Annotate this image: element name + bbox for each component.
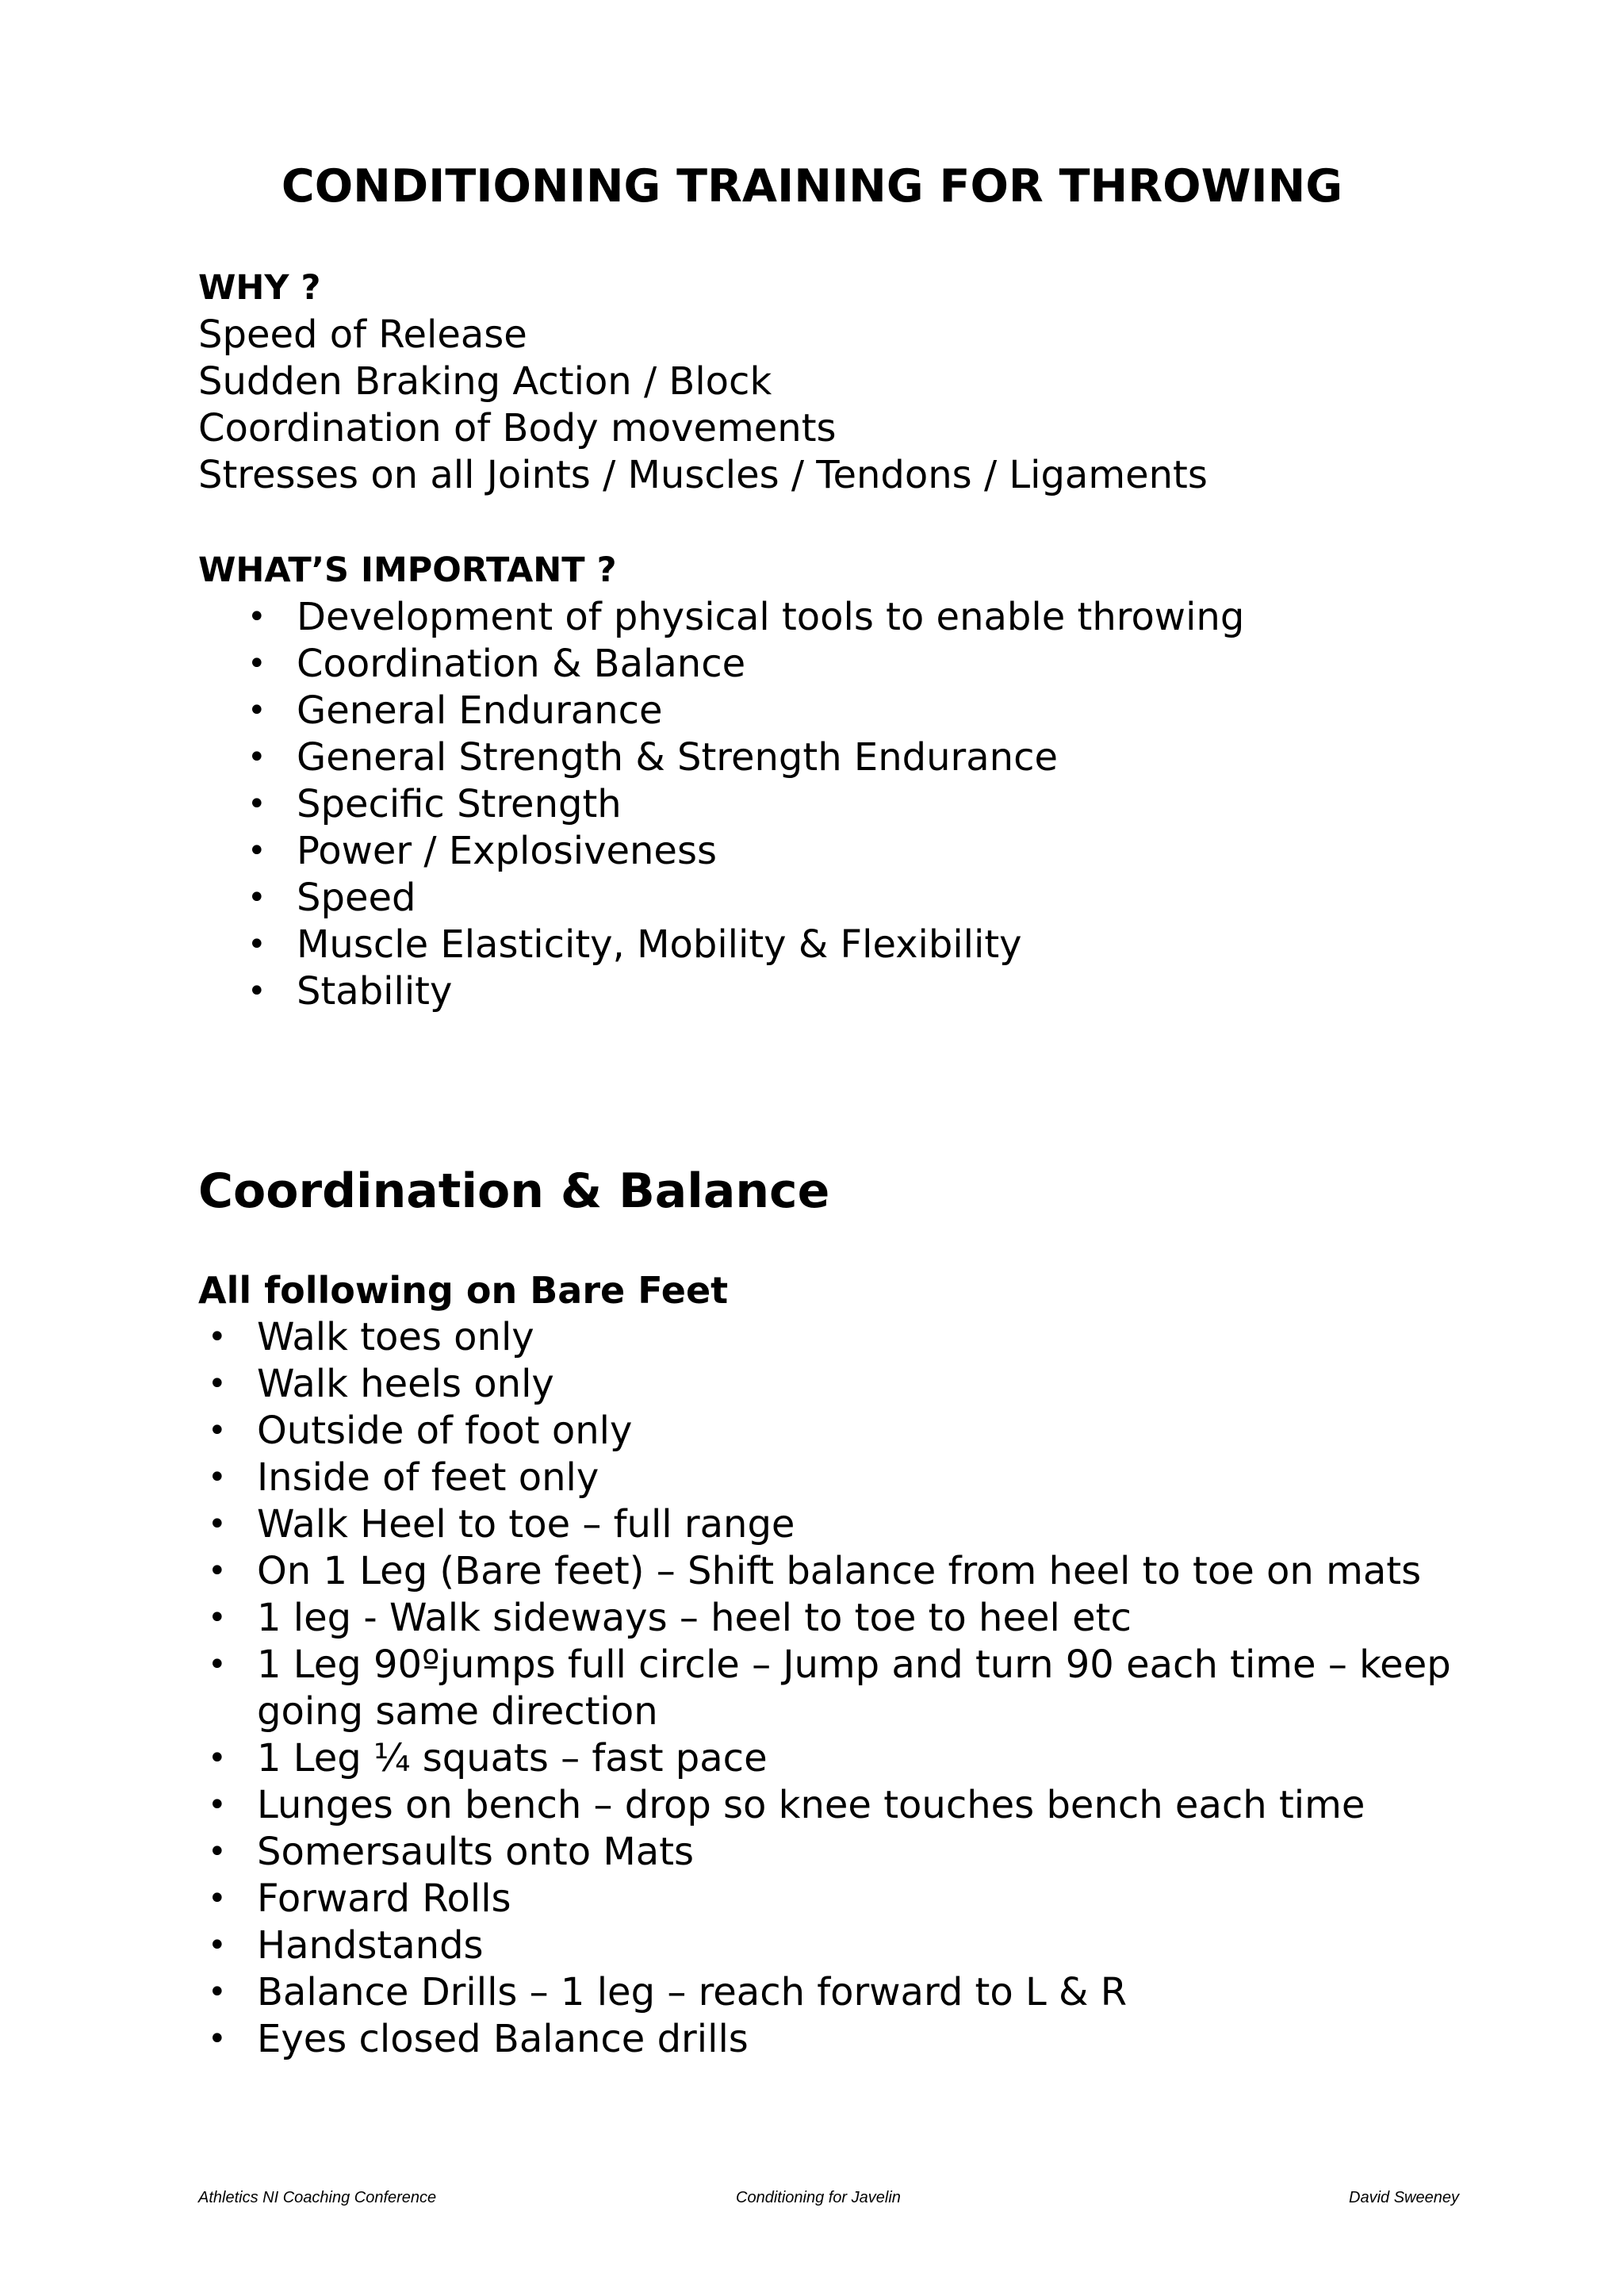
- list-item-text: 1 Leg ¼ squats – fast pace: [257, 1736, 768, 1780]
- footer-right: David Sweeney: [1349, 2189, 1459, 2206]
- bullet-icon: •: [247, 646, 266, 682]
- list-item-text: Stability: [297, 969, 453, 1014]
- bullet-icon: •: [208, 1974, 227, 2010]
- bullet-icon: •: [208, 1740, 227, 1777]
- list-item: [198, 1922, 1483, 1969]
- document-title: CONDITIONING TRAINING FOR THROWING: [281, 160, 1343, 213]
- list-item: [198, 594, 1483, 641]
- important-section: [198, 547, 1483, 1015]
- list-item-text: 1 Leg 90ºjumps full circle – Jump and turn 90 each time – keep going same direction: [257, 1642, 1451, 1734]
- list-item: [198, 2016, 1483, 2063]
- why-line: Stresses on all Joints / Muscles / Tendons / Ligaments: [198, 453, 1208, 497]
- list-item: [198, 688, 1483, 734]
- list-item-text: Outside of foot only: [257, 1409, 633, 1453]
- list-item: [198, 922, 1483, 968]
- list-item-text: 1 leg - Walk sideways – heel to toe to heel etc: [257, 1596, 1132, 1640]
- footer-left: Athletics NI Coaching Conference: [198, 2189, 437, 2206]
- bullet-icon: •: [247, 692, 266, 729]
- list-item-text: Walk heels only: [257, 1362, 554, 1406]
- list-item-text: Balance Drills – 1 leg – reach forward to L & R: [257, 1970, 1128, 2014]
- list-item-text: Eyes closed Balance drills: [257, 2017, 749, 2061]
- list-item-text: Inside of feet only: [257, 1455, 599, 1500]
- list-item: [198, 1314, 1483, 1361]
- bullet-icon: •: [208, 1319, 227, 1355]
- list-item: [198, 1735, 1483, 1782]
- why-line: Coordination of Body movements: [198, 406, 837, 450]
- list-item: [198, 641, 1483, 688]
- bullet-icon: •: [208, 1600, 227, 1636]
- list-item: [198, 1876, 1483, 1922]
- list-item-text: Coordination & Balance: [297, 642, 746, 686]
- list-item: [198, 781, 1483, 828]
- why-heading: WHY ?: [198, 268, 321, 308]
- list-item-text: Walk toes only: [257, 1315, 534, 1359]
- bullet-icon: •: [208, 1834, 227, 1870]
- bullet-icon: •: [208, 1459, 227, 1496]
- bullet-icon: •: [247, 833, 266, 869]
- bullet-icon: •: [208, 1927, 227, 1964]
- list-item-text: Development of physical tools to enable throwing: [297, 595, 1245, 639]
- bullet-icon: •: [208, 1366, 227, 1402]
- list-item: [198, 1361, 1483, 1408]
- bullet-icon: •: [208, 1553, 227, 1589]
- bullet-icon: •: [208, 1506, 227, 1543]
- list-item: [198, 1501, 1483, 1548]
- bullet-icon: •: [247, 926, 266, 963]
- bullet-icon: •: [208, 2021, 227, 2057]
- bullet-icon: •: [247, 973, 266, 1010]
- bullet-icon: •: [247, 786, 266, 822]
- bullet-icon: •: [247, 599, 266, 635]
- coordination-subheading: All following on Bare Feet: [198, 1269, 729, 1312]
- list-item-text: Muscle Elasticity, Mobility & Flexibility: [297, 922, 1022, 967]
- list-item-text: Specific Strength: [297, 782, 622, 826]
- footer-center: Conditioning for Javelin: [736, 2189, 901, 2206]
- bullet-icon: •: [247, 880, 266, 916]
- list-item-text: Somersaults onto Mats: [257, 1830, 695, 1874]
- list-item-text: Handstands: [257, 1923, 484, 1968]
- list-item: [198, 1455, 1483, 1501]
- coordination-title: Coordination & Balance: [198, 1163, 830, 1219]
- bullet-icon: •: [208, 1646, 227, 1683]
- list-item-text: General Endurance: [297, 688, 663, 733]
- bullet-icon: •: [208, 1787, 227, 1823]
- list-item-text: General Strength & Strength Endurance: [297, 735, 1059, 780]
- list-item-text: Forward Rolls: [257, 1876, 511, 1921]
- list-item-text: Speed: [297, 876, 416, 920]
- important-heading: WHAT’S IMPORTANT ?: [198, 550, 617, 590]
- why-section: [198, 265, 1483, 499]
- list-item-text: Power / Explosiveness: [297, 829, 717, 873]
- list-item-text: On 1 Leg (Bare feet) – Shift balance from heel to toe on mats: [257, 1549, 1422, 1593]
- list-item: [198, 734, 1483, 781]
- bullet-icon: •: [247, 739, 266, 776]
- list-item: [198, 1642, 1483, 1735]
- important-list: [198, 594, 1483, 1015]
- list-item: [198, 1969, 1483, 2016]
- list-item: [198, 1548, 1483, 1595]
- list-item: [198, 1595, 1483, 1642]
- why-line: Speed of Release: [198, 312, 527, 357]
- why-line: Sudden Braking Action / Block: [198, 359, 772, 404]
- list-item: [198, 875, 1483, 922]
- list-item-text: Walk Heel to toe – full range: [257, 1502, 795, 1547]
- bullet-icon: •: [208, 1880, 227, 1917]
- list-item: [198, 1408, 1483, 1455]
- list-item: [198, 828, 1483, 875]
- list-item: [198, 1829, 1483, 1876]
- list-item-text: Lunges on bench – drop so knee touches bench each time: [257, 1783, 1365, 1827]
- coordination-list: [198, 1314, 1483, 2063]
- list-item: [198, 968, 1483, 1015]
- list-item: [198, 1782, 1483, 1829]
- coordination-section: [198, 1267, 1483, 2063]
- bullet-icon: •: [208, 1412, 227, 1449]
